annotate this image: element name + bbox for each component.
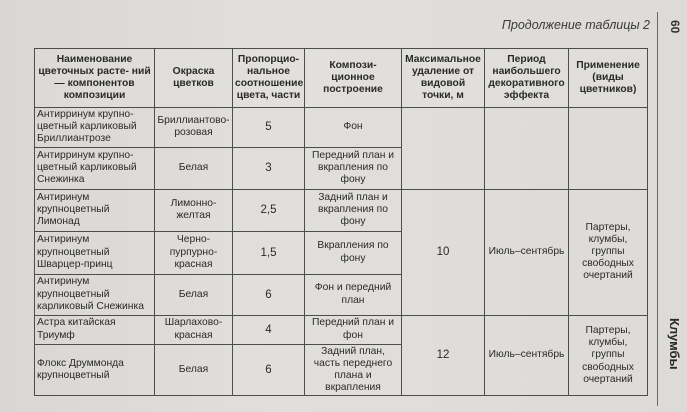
flower-color-cell: Бриллиантово- розовая — [155, 108, 233, 148]
header-flower-color: Окраска цветков — [155, 49, 233, 108]
plant-name-cell: Антиринум крупноцветный Шварцер-принц — [35, 231, 155, 274]
distance-empty-cell — [402, 108, 485, 190]
composition-cell: Фон и передний план — [305, 274, 402, 315]
color-ratio-cell: 2,5 — [233, 189, 305, 231]
plant-name-cell: Астра китайская Триумф — [35, 315, 155, 344]
color-ratio-cell: 6 — [233, 274, 305, 315]
period-empty-cell — [485, 108, 569, 190]
header-composition: Компози- ционное построение — [305, 49, 402, 108]
composition-cell: Задний план и вкрапления по фону — [305, 189, 402, 231]
distance-cell-group1: 10 — [402, 189, 485, 315]
flower-color-cell: Черно- пурпурно- красная — [155, 231, 233, 274]
color-ratio-cell: 5 — [233, 108, 305, 148]
color-ratio-cell: 3 — [233, 147, 305, 189]
table-row — [35, 315, 648, 344]
plant-name-cell: Флокс Друммонда крупноцветный — [35, 344, 155, 396]
color-ratio-cell: 4 — [233, 315, 305, 344]
application-cell-group1: Партеры, клумбы, группы свободных очертаний — [569, 189, 648, 315]
table-row — [35, 189, 648, 231]
flower-color-cell: Белая — [155, 344, 233, 396]
header-application: Применение (виды цветников) — [569, 49, 648, 108]
color-ratio-cell: 1,5 — [233, 231, 305, 274]
flower-composition-table — [34, 48, 648, 396]
period-cell-group1: Июль–сентябрь — [485, 189, 569, 315]
header-max-distance: Максимальное удаление от видовой точки, м — [402, 49, 485, 108]
flower-color-cell: Шарлахово- красная — [155, 315, 233, 344]
flower-color-cell: Белая — [155, 147, 233, 189]
margin-divider — [657, 12, 658, 406]
header-color-ratio: Пропорцио- нальное соотношение цвета, части — [233, 49, 305, 108]
composition-cell: Передний план и фон — [305, 315, 402, 344]
composition-cell: Вкрапления по фону — [305, 231, 402, 274]
plant-name-cell: Антиринум крупноцветный карликовый Снежинка — [35, 274, 155, 315]
application-cell-group2: Партеры, клумбы, группы свободных очертаний — [569, 315, 648, 396]
flower-color-cell: Белая — [155, 274, 233, 315]
header-decorative-period: Период наибольшего декоративного эффекта — [485, 49, 569, 108]
distance-cell-group2: 12 — [402, 315, 485, 396]
composition-cell: Передний план и вкрапления по фону — [305, 147, 402, 189]
color-ratio-cell: 6 — [233, 344, 305, 396]
table-continuation-caption: Продолжение таблицы 2 — [501, 18, 650, 32]
plant-name-cell: Антирринум крупно- цветный карликовый Снежинка — [35, 147, 155, 189]
page-number: 60 — [668, 20, 682, 34]
flower-color-cell: Лимонно- желтая — [155, 189, 233, 231]
header-plant-name: Наименование цветочных расте- ний — компонентов композиции — [35, 49, 155, 108]
composition-cell: Задний план, часть переднего плана и вкрапления — [305, 344, 402, 396]
application-empty-cell — [569, 108, 648, 190]
period-cell-group2: Июль–сентябрь — [485, 315, 569, 396]
plant-name-cell: Антирринум крупно- цветный карликовый Бриллиантрозе — [35, 108, 155, 148]
table-row — [35, 108, 648, 148]
plant-name-cell: Антиринум крупноцветный Лимонад — [35, 189, 155, 231]
composition-cell: Фон — [305, 108, 402, 148]
table-header-row — [35, 49, 648, 108]
running-section-title: Клумбы — [667, 318, 682, 370]
